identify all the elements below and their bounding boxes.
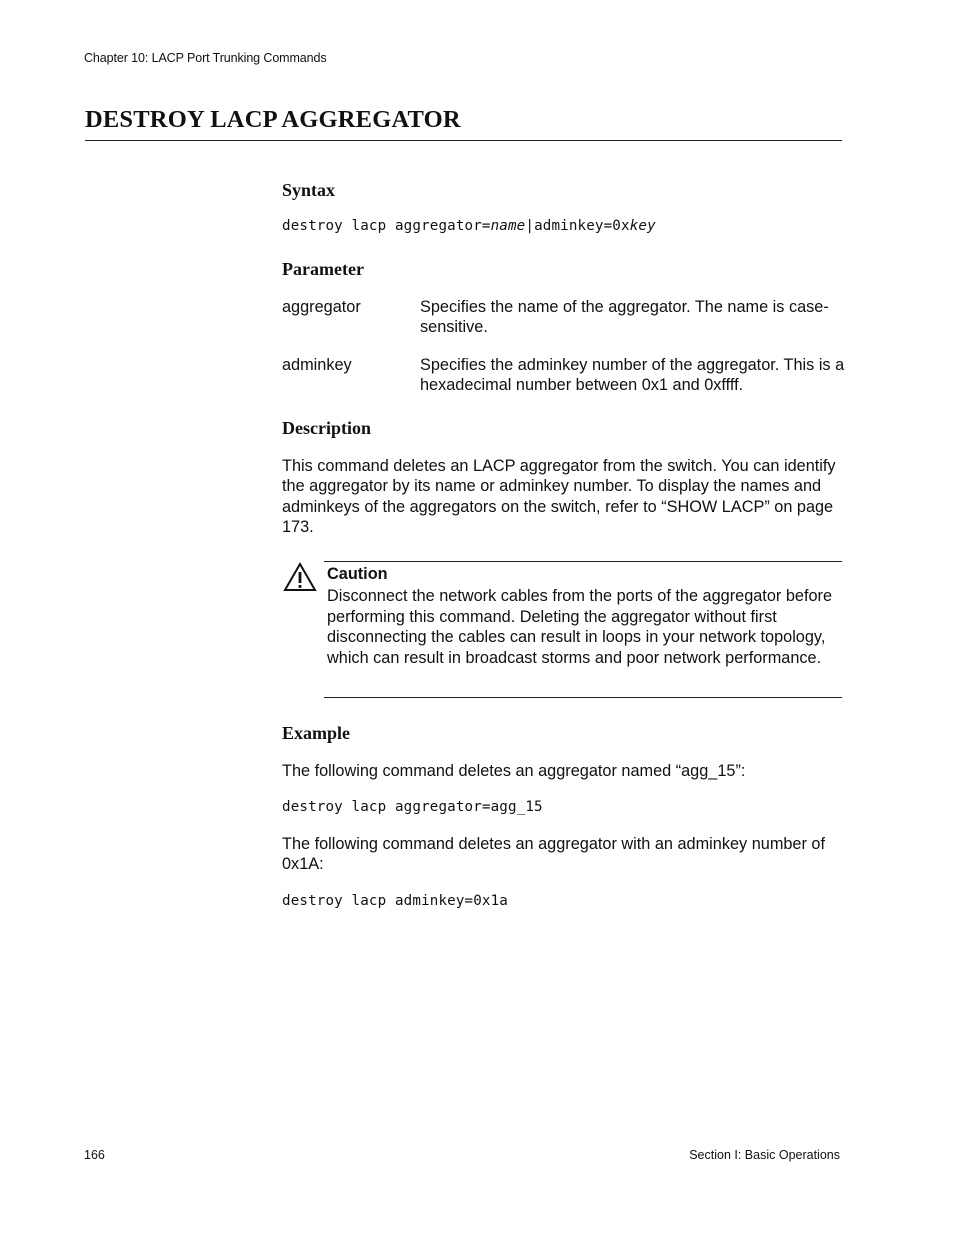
syntax-separator: |adminkey=0x — [525, 218, 630, 234]
page-number: 166 — [84, 1148, 105, 1162]
syntax-command — [282, 218, 656, 234]
example-code-1: destroy lacp aggregator=agg_15 — [282, 799, 543, 815]
parameter-description-aggregator: Specifies the name of the aggregator. The name is case-sensitive. — [420, 298, 829, 337]
example-heading: Example — [282, 723, 351, 743]
caution-text: Disconnect the network cables from the ports of the aggregator before performing this command. Deleting the aggregator without first disconnecting the cables can result in loops in your network topology, which can result in broadcast storms and poor network performance. — [327, 587, 832, 667]
syntax-heading: Syntax — [282, 180, 336, 200]
example-intro-2: The following command deletes an aggregator with an adminkey number of 0x1A: — [282, 835, 826, 874]
parameter-description-adminkey: Specifies the adminkey number of the aggregator. This is a hexadecimal number between 0x1 and 0xffff. — [420, 356, 845, 395]
caution-top-rule — [324, 561, 842, 562]
example-intro-1: The following command deletes an aggregator named “agg_15”: — [282, 762, 746, 780]
syntax-key-variable: key — [629, 218, 656, 234]
title-rule — [85, 140, 842, 141]
parameter-heading: Parameter — [282, 259, 364, 279]
example-code-2: destroy lacp adminkey=0x1a — [282, 893, 508, 909]
description-text: This command deletes an LACP aggregator from the switch. You can identify the aggregator by its name or adminkey number. To display the names and adminkeys of the aggregators on the switch, refer to “SHOW LACP” on page 173. — [282, 457, 836, 537]
footer-section: Section I: Basic Operations — [689, 1148, 840, 1162]
parameter-name-adminkey: adminkey — [282, 356, 352, 374]
page-title: DESTROY LACP AGGREGATOR — [85, 106, 461, 133]
caution-bottom-rule — [324, 697, 842, 698]
syntax-name-variable: name — [490, 218, 526, 234]
syntax-command-prefix: destroy lacp aggregator= — [282, 218, 491, 234]
caution-title: Caution — [327, 565, 388, 583]
description-heading: Description — [282, 418, 371, 438]
parameter-name-aggregator: aggregator — [282, 298, 361, 316]
warning-triangle-icon — [283, 562, 317, 592]
running-head: Chapter 10: LACP Port Trunking Commands — [84, 51, 327, 65]
